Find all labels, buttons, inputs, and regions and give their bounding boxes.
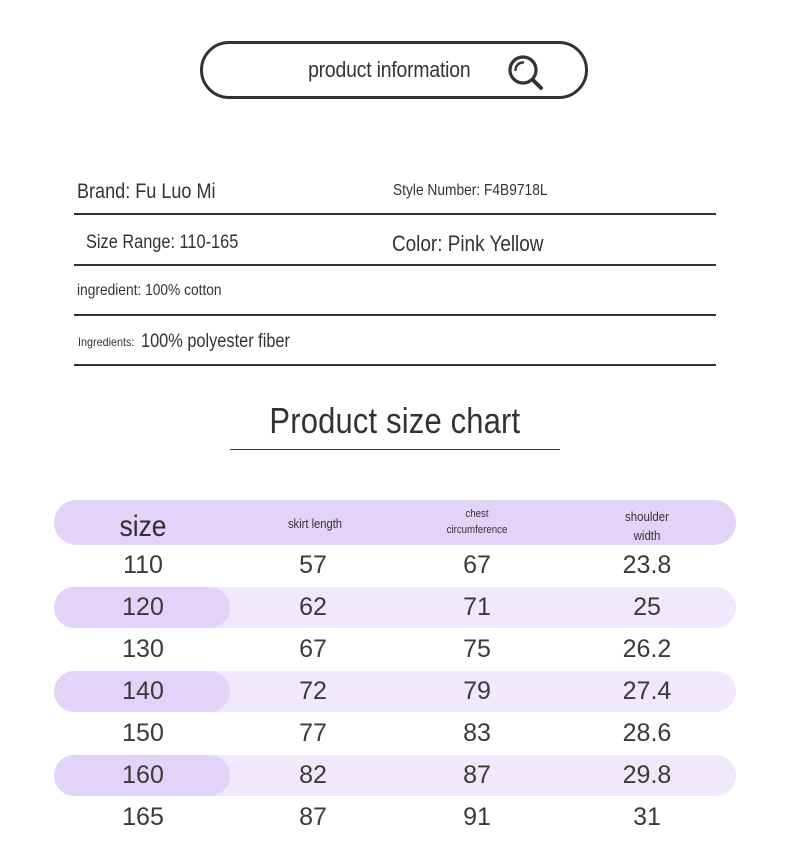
header-shoulder-line2: width (633, 528, 661, 543)
header-chest-line2: circumference (446, 524, 508, 536)
cell-skirt-length: 77 (299, 719, 327, 747)
cell-shoulder: 27.4 (622, 677, 672, 705)
cell-size: 120 (122, 593, 164, 621)
cell-skirt-length: 62 (299, 593, 327, 621)
cell-skirt-length: 87 (299, 803, 327, 831)
cell-chest: 83 (463, 719, 491, 747)
cell-chest: 71 (463, 593, 491, 621)
header-shoulder-line1: shoulder (625, 509, 669, 524)
title-underline (230, 449, 560, 450)
product-information-label: product information (307, 57, 471, 82)
cell-chest: 79 (463, 677, 491, 705)
brand-text: Brand: Fu Luo Mi (77, 180, 216, 203)
search-icon (506, 53, 546, 93)
color-text: Color: Pink Yellow (392, 231, 544, 256)
cell-chest: 87 (463, 761, 491, 789)
info-divider-2 (74, 264, 716, 266)
size-chart-title-text: Product size chart (269, 400, 521, 441)
cell-skirt-length: 82 (299, 761, 327, 789)
ingredient-text: ingredient: 100% cotton (77, 282, 222, 299)
cell-skirt-length: 57 (299, 551, 327, 579)
ingredients-value: 100% polyester fiber (141, 331, 290, 352)
size-range-text: Size Range: 110-165 (86, 232, 239, 253)
style-number-text: Style Number: F4B9718L (393, 182, 548, 199)
cell-size: 130 (122, 635, 164, 663)
cell-shoulder: 31 (633, 803, 661, 831)
cell-shoulder: 23.8 (622, 551, 672, 579)
cell-chest: 67 (463, 551, 491, 579)
cell-shoulder: 25 (633, 593, 661, 621)
cell-size: 165 (122, 803, 164, 831)
ingredients-label: Ingredients: (78, 335, 135, 349)
cell-skirt-length: 72 (299, 677, 327, 705)
info-divider-3 (74, 314, 716, 316)
size-chart-title (0, 400, 790, 442)
cell-skirt-length: 67 (299, 635, 327, 663)
cell-shoulder: 29.8 (622, 761, 672, 789)
cell-chest: 91 (463, 803, 491, 831)
header-size: size (119, 510, 167, 543)
cell-size: 110 (123, 551, 163, 579)
header-chest-line1: chest (465, 508, 489, 520)
cell-size: 140 (122, 677, 164, 705)
cell-shoulder: 26.2 (622, 635, 672, 663)
cell-shoulder: 28.6 (622, 719, 672, 747)
info-divider-4 (74, 364, 716, 366)
cell-chest: 75 (463, 635, 491, 663)
header-skirt-length: skirt length (287, 516, 343, 531)
cell-size: 150 (122, 719, 164, 747)
cell-size: 160 (122, 761, 164, 789)
info-divider-1 (74, 213, 716, 215)
product-information-heading (200, 41, 588, 99)
